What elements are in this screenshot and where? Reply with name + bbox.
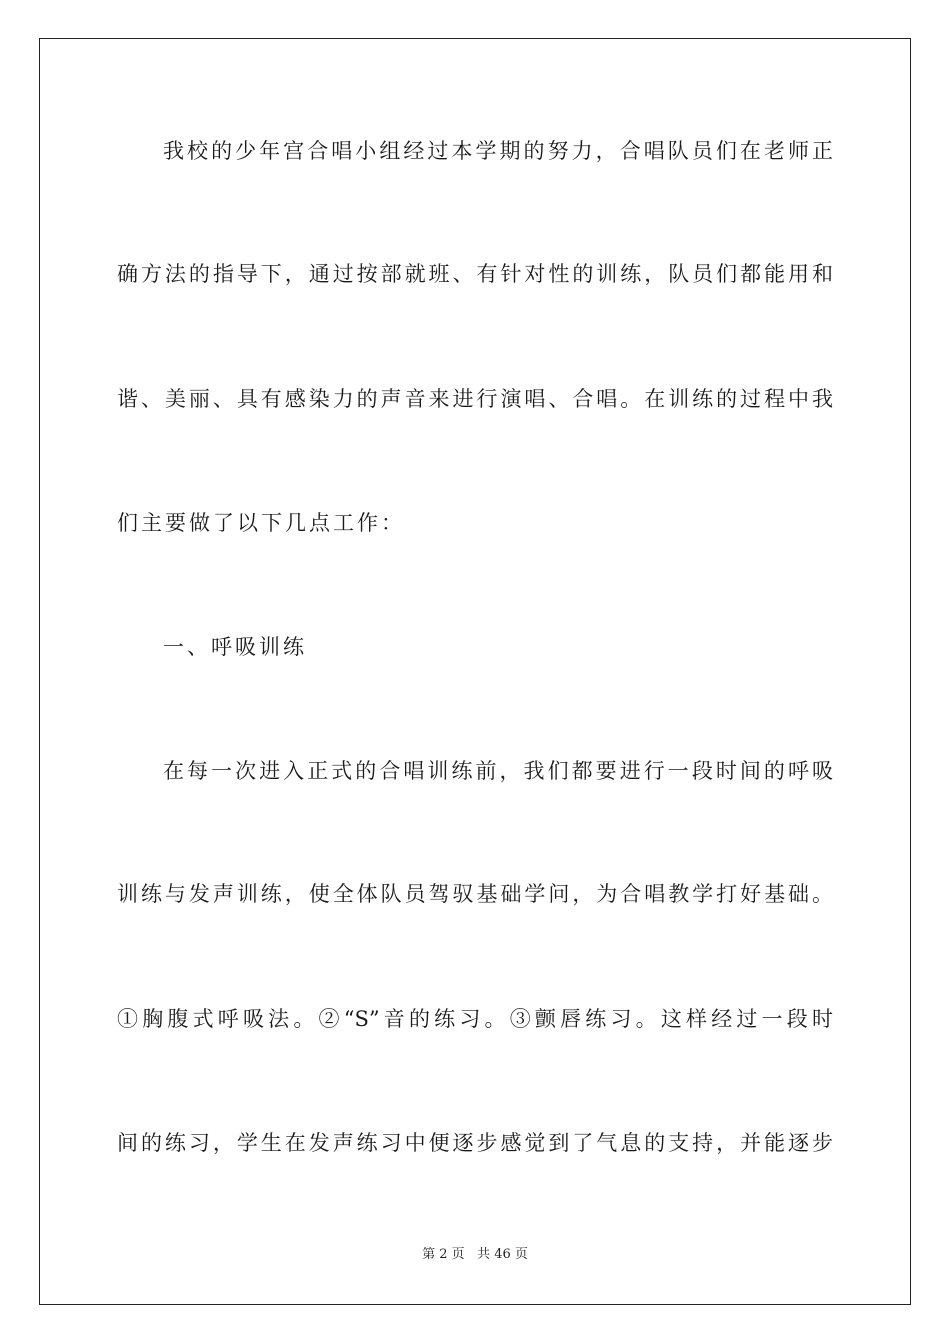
page-border <box>39 38 911 1305</box>
paragraph-line-2: 确方法的指导下，通过按部就班、有针对性的训练，队员们都能用和 <box>117 262 833 286</box>
paragraph-line-5: 在每一次进入正式的合唱训练前，我们都要进行一段时间的呼吸 <box>163 759 833 783</box>
section-heading: 一、呼吸训练 <box>163 635 307 659</box>
paragraph-line-6: 训练与发声训练，使全体队员驾驭基础学问，为合唱教学打好基础。 <box>117 882 833 906</box>
paragraph-line-3: 谐、美丽、具有感染力的声音来进行演唱、合唱。在训练的过程中我 <box>117 387 833 411</box>
page-number-footer: 第 2 页 共 46 页 <box>422 1247 528 1262</box>
paragraph-line-7: ①胸腹式呼吸法。②“S”音的练习。③颤唇练习。这样经过一段时 <box>117 1007 833 1031</box>
paragraph-line-1: 我校的少年宫合唱小组经过本学期的努力，合唱队员们在老师正 <box>163 139 833 163</box>
paragraph-line-8: 间的练习，学生在发声练习中便逐步感觉到了气息的支持，并能逐步 <box>117 1131 833 1155</box>
paragraph-line-4: 们主要做了以下几点工作： <box>117 511 405 535</box>
